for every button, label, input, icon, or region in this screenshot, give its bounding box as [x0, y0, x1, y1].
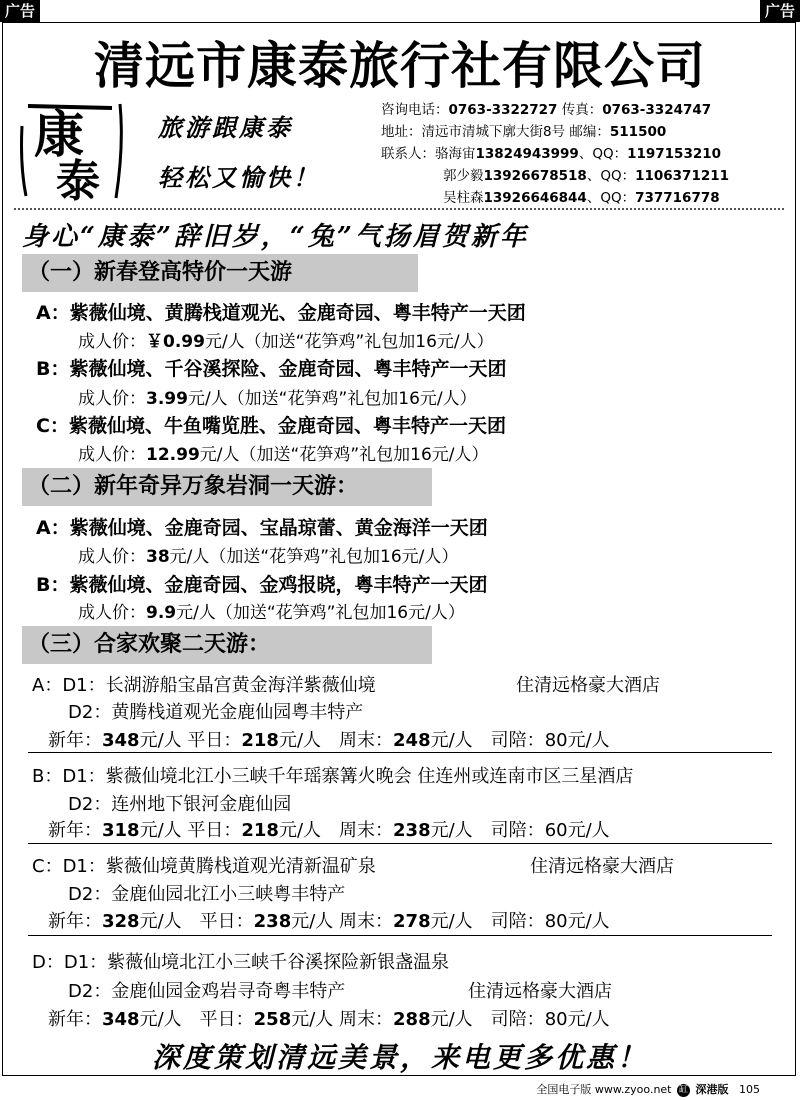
price-1c: [78, 440, 488, 465]
pkg-a-prices: 新年：348元/人 平日：218元/人 周末：248元/人 司陪：80元/人: [48, 730, 610, 751]
price-2a: [78, 542, 458, 567]
price-value: 3.99: [146, 389, 188, 409]
contact-name: 郭少毅: [443, 168, 484, 184]
price-1a: [78, 327, 494, 352]
page-footer: [536, 1081, 760, 1097]
contact-qq: 737716778: [635, 190, 720, 206]
contact-qq: 1197153210: [627, 146, 722, 162]
contact-mobile: 13926678518: [483, 168, 587, 184]
route-1c: C：紫薇仙境、牛鱼嘴览胜、金鹿奇园、粤丰特产一天团: [36, 415, 506, 437]
price-label: 成人价：: [78, 332, 146, 352]
pkg-a-hotel: 住清远格豪大酒店: [516, 675, 660, 696]
price-2b: [78, 598, 465, 623]
kangtai-logo: [16, 96, 128, 204]
fax-label: 传真：: [561, 102, 603, 118]
contact-mobile: 13926646844: [483, 190, 587, 206]
price-value: ￥0.99: [146, 332, 205, 352]
price-unit: 元/人（加送“花笋鸡”礼包加16元/人）: [204, 332, 494, 352]
qq-label: 、QQ：: [586, 190, 636, 206]
dotted-divider: [14, 208, 784, 210]
section-label: 深港版: [695, 1083, 729, 1096]
pkg-a-day1: [32, 671, 376, 697]
contacts-label: 联系人：: [381, 146, 435, 162]
page-number: 105: [739, 1083, 760, 1096]
route-1b: B：紫薇仙境、千谷溪探险、金鹿奇园、粤丰特产一天团: [36, 358, 507, 380]
qq-label: 、QQ：: [578, 146, 628, 162]
pkg-c-hotel: 住清远格豪大酒店: [530, 856, 674, 877]
pkg-c-day1: C：D1：紫薇仙境黄腾栈道观光清新温矿泉: [32, 856, 376, 877]
ad-tag-left: 广告: [0, 0, 40, 22]
section-3-title: （三）合家欢聚二天游：: [22, 626, 432, 664]
section-1-title: （一）新春登高特价一天游: [22, 254, 418, 292]
phone-label: 咨询电话：: [381, 102, 449, 118]
contact-block: [381, 99, 729, 209]
day1-text: A：D1：长湖游船宝晶宫黄金海洋紫薇仙境: [32, 675, 376, 696]
price-unit: 元/人（加送“花笋鸡”礼包加16元/人）: [187, 389, 477, 409]
price-label: 成人价：: [78, 547, 146, 567]
contact-mobile: 13824943999: [475, 146, 579, 162]
pkg-b-day2: D2：连州地下银河金鹿仙园: [68, 794, 292, 815]
slogan-line-1: 旅游跟康泰: [158, 113, 293, 142]
pkg-d-day2: D2：金鹿仙园金鸡岩寻奇粤丰特产: [68, 981, 346, 1002]
pkg-d-hotel: 住清远格豪大酒店: [468, 981, 612, 1002]
new-year-banner: 身心“康泰”辞旧岁，“兔”气扬眉贺新年: [22, 222, 529, 252]
pkg-d-prices: 新年：348元/人 平日：258元/人 周末：288元/人 司陪：80元/人: [48, 1009, 610, 1030]
route-1a: A：紫薇仙境、黄腾栈道观光、金鹿奇园、粤丰特产一天团: [36, 302, 526, 324]
closing-tagline: 深度策划清远美景，来电更多优惠！: [151, 1041, 648, 1074]
contact-person-row: [381, 143, 729, 165]
pkg-b-day1: B：D1：紫薇仙境北江小三峡千年瑶寨篝火晚会 住连州或连南市区三星酒店: [32, 766, 634, 787]
price-value: 9.9: [146, 603, 177, 623]
pkg-d-day1: D：D1：紫薇仙境北江小三峡千谷溪探险新银盏温泉: [32, 952, 450, 973]
contact-person-row: [381, 187, 729, 209]
route-2b: B：紫薇仙境、金鹿奇园、金鸡报晓，粤丰特产一天团: [36, 574, 488, 596]
price-unit: 元/人（加送“花笋鸡”礼包加16元/人）: [169, 547, 459, 567]
logo-char-2: 泰: [56, 156, 100, 204]
slogan-line-2: 轻松又愉快！: [158, 163, 320, 192]
price-label: 成人价：: [78, 389, 146, 409]
edition-label: 全国电子版 www.zyoo.net: [536, 1083, 672, 1096]
qq-label: 、QQ：: [586, 168, 636, 184]
price-label: 成人价：: [78, 445, 146, 465]
pkg-c-prices: 新年：328元/人 平日：238元/人 周末：278元/人 司陪：80元/人: [48, 911, 610, 932]
postcode-label: 邮编：: [569, 124, 610, 140]
contact-qq: 1106371211: [635, 168, 730, 184]
price-unit: 元/人（加送“花笋鸡”礼包加16元/人）: [176, 603, 465, 623]
divider-line: [28, 935, 772, 936]
price-label: 成人价：: [78, 603, 146, 623]
contact-name: 骆海宙: [435, 146, 476, 162]
ad-tag-right: 广告: [760, 0, 800, 22]
pkg-b-prices: 新年：318元/人 平日：218元/人 周末：238元/人 司陪：60元/人: [48, 820, 610, 841]
contact-name: 吴柱森: [443, 190, 484, 206]
price-1b: [78, 384, 477, 409]
price-unit: 元/人（加送“花笋鸡”礼包加16元/人）: [199, 445, 489, 465]
phone-number: 0763-3322727: [448, 102, 558, 118]
price-value: 12.99: [146, 445, 200, 465]
divider-line: [28, 752, 772, 753]
address: 清远市清城下廓大街8号: [421, 124, 566, 140]
contact-person-row: [381, 165, 729, 187]
logo-char-1: 康: [34, 105, 84, 164]
fax-number: 0763-3324747: [602, 102, 712, 118]
postcode: 511500: [609, 124, 667, 140]
company-name: 清远市康泰旅行社有限公司: [94, 37, 706, 95]
pkg-c-day2: D2：金鹿仙园北江小三峡粤丰特产: [68, 884, 346, 905]
route-2a: A：紫薇仙境、金鹿奇园、宝晶琼蕾、黄金海洋一天团: [36, 517, 488, 539]
pkg-a-day2: D2：黄腾栈道观光金鹿仙园粤丰特产: [68, 702, 364, 723]
divider-line: [28, 843, 772, 844]
section-circle-icon: 缸: [678, 1084, 688, 1095]
address-label: 地址：: [381, 124, 422, 140]
price-value: 38: [146, 547, 170, 567]
section-2-title: （二）新年奇异万象岩洞一天游：: [22, 468, 432, 506]
